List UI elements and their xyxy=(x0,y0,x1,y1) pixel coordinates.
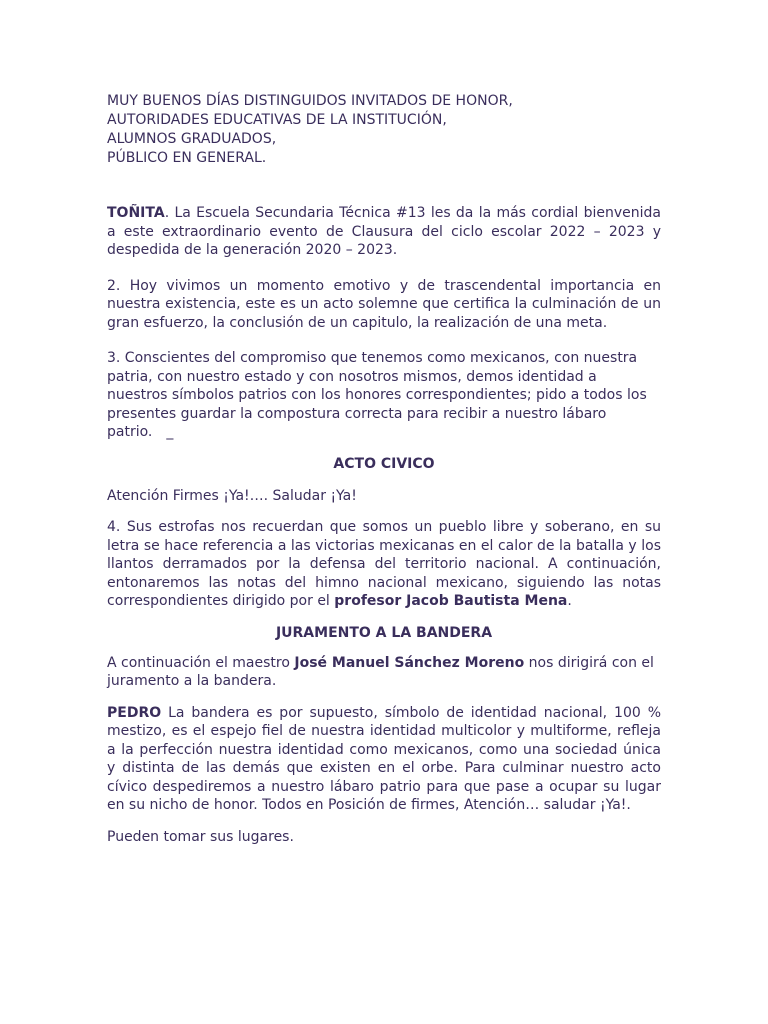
paragraph-pedro xyxy=(107,704,661,815)
section-heading-juramento: JURAMENTO A LA BANDERA xyxy=(275,624,493,641)
greeting-line: ALUMNOS GRADUADOS, xyxy=(107,131,277,147)
teacher-name: profesor Jacob Bautista Mena xyxy=(334,593,568,609)
paragraph-text: A continuación el maestro xyxy=(107,654,295,671)
paragraph-3 xyxy=(107,349,661,442)
document-page xyxy=(107,92,661,846)
greeting-line: PÚBLICO EN GENERAL. xyxy=(107,150,267,166)
paragraph-welcome xyxy=(107,204,661,260)
paragraph-juramento xyxy=(107,654,661,691)
paragraph-closing: Pueden tomar sus lugares. xyxy=(107,828,294,845)
paragraph-command: Atención Firmes ¡Ya!…. Saludar ¡Ya! xyxy=(107,487,357,504)
section-heading-acto-civico: ACTO CIVICO xyxy=(333,455,435,472)
paragraph-end: . xyxy=(567,593,572,609)
greeting-line: AUTORIDADES EDUCATIVAS DE LA INSTITUCIÓN, xyxy=(107,112,447,128)
paragraph-text: La bandera es por supuesto, símbolo de identidad nacional, 100 % mestizo, es el espejo fiel de nuestra identidad multicolor y multiforme, refleja a la perfección nuestra identidad como mexicanos, como una sociedad única y distinta de las demás que existen en el orbe. Para culminar nuestro acto cívico despediremos a nuestro lábaro patrio para que pase a ocupar su lugar en su nicho de honor. Todos en Posición de firmes, Atención… saludar ¡Ya!. xyxy=(107,704,661,813)
greeting-block xyxy=(107,92,661,168)
greeting-line: MUY BUENOS DÍAS DISTINGUIDOS INVITADOS DE HONOR, xyxy=(107,93,513,109)
paragraph-text: . La Escuela Secundaria Técnica #13 les da la más cordial bienvenida a este extraordinario evento de Clausura del ciclo escolar 2022 – 2023 y despedida de la generación 2020 – 2023. xyxy=(107,205,661,258)
paragraph-text: 3. Conscientes del compromiso que tenemos como mexicanos, con nuestra patria, con nuestro estado y con nosotros mismos, demos identidad a nuestros símbolos patrios con los honores correspondientes; pido a todos los presentes guardar la compostura correcta para recibir a nuestro lábaro patrio. xyxy=(107,350,647,440)
paragraph-4 xyxy=(107,518,661,611)
trailing-underscore: _ xyxy=(166,424,174,440)
speaker-name: TOÑITA xyxy=(107,205,165,221)
speaker-name: PEDRO xyxy=(107,704,162,721)
paragraph-2: 2. Hoy vivimos un momento emotivo y de trascendental importancia en nuestra existencia, este es un acto solemne que certifica la culminación de un gran esfuerzo, la conclusión de un capitulo, la realización de una meta. xyxy=(107,277,661,331)
paragraph-text: nos dirigirá con el juramento a la bandera. xyxy=(107,654,654,689)
paragraph-text: 4. Sus estrofas nos recuerdan que somos un pueblo libre y soberano, en su letra se hace referencia a las victorias mexicanas en el calor de la batalla y los llantos derramados por la defensa del territorio nacional. A continuación, entonaremos las notas del himno nacional mexicano, siguiendo las notas correspondientes dirigido por el xyxy=(107,519,661,609)
teacher-name: José Manuel Sánchez Moreno xyxy=(294,654,525,671)
